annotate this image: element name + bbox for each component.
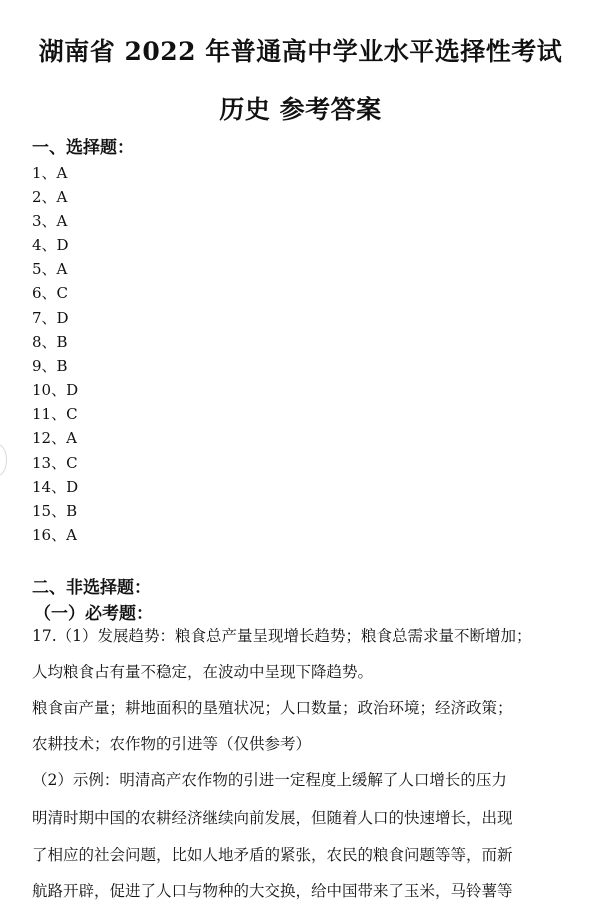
answer-item: 13、C xyxy=(32,454,78,472)
answer-item: 6、C xyxy=(32,284,69,302)
answer-item: 15、B xyxy=(32,502,78,520)
paragraph-line: 航路开辟，促进了人口与物种的大交换，给中国带来了玉米，马铃薯等 xyxy=(32,882,513,900)
paragraph-line: 人均粮食占有量不稳定，在波动中呈现下降趋势。 xyxy=(32,663,374,681)
subsection-heading-required: （一）必考题： xyxy=(34,604,153,624)
section-heading-multiple-choice: 一、选择题： xyxy=(32,138,134,158)
section-heading-non-multiple-choice: 二、非选择题： xyxy=(32,578,151,598)
paragraph-line: 17.（1）发展趋势：粮食总产量呈现增长趋势；粮食总需求量不断增加； xyxy=(32,627,532,645)
answer-item: 8、B xyxy=(32,333,68,351)
document-subtitle: 历史 参考答案 xyxy=(219,95,382,124)
paragraph-line: 明清时期中国的农耕经济继续向前发展，但随着人口的快速增长，出现 xyxy=(32,809,513,827)
answer-item: 7、D xyxy=(32,309,69,327)
answer-item: 9、B xyxy=(32,357,68,375)
paragraph-line: 农耕技术；农作物的引进等（仅供参考） xyxy=(32,735,312,753)
answer-item: 14、D xyxy=(32,478,79,496)
paragraph-line: （2）示例：明清高产农作物的引进一定程度上缓解了人口增长的压力 xyxy=(32,771,507,789)
answer-item: 12、A xyxy=(32,429,77,447)
answer-item: 1、A xyxy=(32,164,68,182)
page-edge-handle[interactable] xyxy=(0,444,7,476)
answer-item: 11、C xyxy=(32,405,78,423)
document-title: 湖南省 2022 年普通高中学业水平选择性考试 xyxy=(38,37,563,66)
answer-item: 4、D xyxy=(32,236,69,254)
answer-item: 2、A xyxy=(32,188,68,206)
answer-item: 16、A xyxy=(32,526,77,544)
paragraph-line: 了相应的社会问题，比如人地矛盾的紧张，农民的粮食问题等等，而新 xyxy=(32,846,513,864)
answer-item: 5、A xyxy=(32,260,68,278)
answer-item: 10、D xyxy=(32,381,79,399)
answer-item: 3、A xyxy=(32,212,68,230)
paragraph-line: 粮食亩产量；耕地面积的垦殖状况；人口数量；政治环境；经济政策； xyxy=(32,699,513,717)
